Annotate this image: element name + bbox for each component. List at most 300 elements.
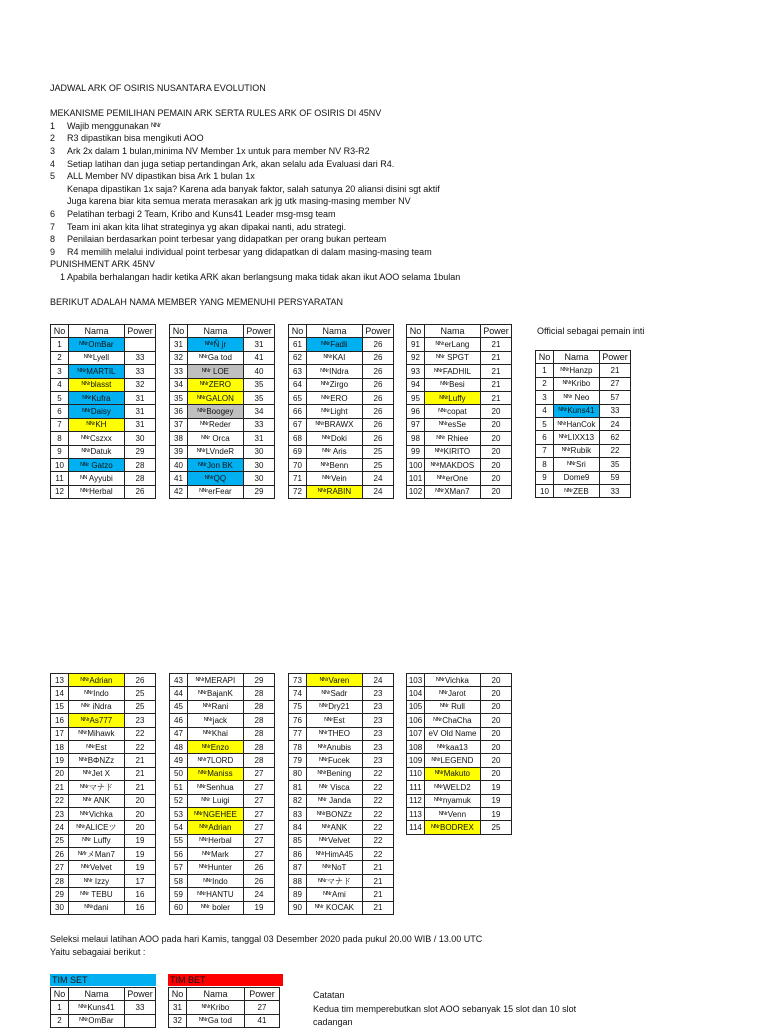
cell-power[interactable]: 20 — [481, 405, 512, 418]
cell-power[interactable]: 19 — [481, 807, 512, 820]
cell-no[interactable]: 102 — [407, 485, 425, 498]
cell-power[interactable]: 19 — [244, 901, 275, 914]
cell-power[interactable]: 28 — [125, 458, 156, 471]
cell-power[interactable]: 21 — [481, 378, 512, 391]
cell-power[interactable]: 31 — [244, 338, 275, 351]
cell-nama[interactable]: ᴺᴺʳKAI — [307, 351, 363, 364]
cell-nama[interactable]: ᴺᴺʳEst — [69, 740, 125, 753]
cell-power[interactable]: 26 — [363, 338, 394, 351]
cell-nama[interactable]: ᴺᴺʳ Luffy — [69, 834, 125, 847]
cell-power[interactable]: 21 — [600, 364, 631, 377]
cell-nama[interactable]: ᴺᴺʳ KOCAK — [307, 901, 363, 914]
cell-power[interactable]: 27 — [244, 821, 275, 834]
cell-nama[interactable]: ᴺᴺʳRani — [188, 700, 244, 713]
cell-power[interactable]: 20 — [481, 418, 512, 431]
cell-power[interactable]: 28 — [244, 714, 275, 727]
cell-no[interactable]: 68 — [289, 432, 307, 445]
cell-nama[interactable]: ᴺᴺʳZERO — [188, 378, 244, 391]
cell-power[interactable]: 20 — [481, 767, 512, 780]
cell-power[interactable]: 21 — [125, 754, 156, 767]
cell-nama[interactable]: ᴺᴺʳQQ — [188, 472, 244, 485]
cell-nama[interactable]: ᴺᴺʳFADHIL — [425, 365, 481, 378]
cell-no[interactable]: 84 — [289, 821, 307, 834]
cell-no[interactable]: 24 — [51, 821, 69, 834]
cell-no[interactable]: 44 — [170, 687, 188, 700]
cell-no[interactable]: 94 — [407, 378, 425, 391]
cell-power[interactable]: 16 — [125, 888, 156, 901]
cell-no[interactable]: 110 — [407, 767, 425, 780]
cell-no[interactable]: 112 — [407, 794, 425, 807]
cell-no[interactable]: 78 — [289, 740, 307, 753]
cell-no[interactable]: 82 — [289, 794, 307, 807]
cell-no[interactable]: 80 — [289, 767, 307, 780]
cell-power[interactable]: 20 — [481, 740, 512, 753]
cell-nama[interactable]: ᴺᴺʳMark — [188, 848, 244, 861]
cell-nama[interactable]: ᴺᴺʳDry21 — [307, 700, 363, 713]
cell-nama[interactable]: ᴺᴺʳNoT — [307, 861, 363, 874]
cell-no[interactable]: 9 — [536, 471, 554, 484]
cell-nama[interactable]: ᴺᴺʳBoogey — [188, 405, 244, 418]
cell-nama[interactable]: ᴺᴺʳマナド — [307, 874, 363, 887]
cell-no[interactable]: 92 — [407, 351, 425, 364]
cell-nama[interactable]: ᴺᴺʳVaren — [307, 674, 363, 687]
cell-no[interactable]: 4 — [51, 378, 69, 391]
cell-no[interactable]: 39 — [170, 445, 188, 458]
cell-nama[interactable]: ᴺᴺʳBRAWX — [307, 418, 363, 431]
cell-power[interactable]: 20 — [481, 458, 512, 471]
cell-no[interactable]: 67 — [289, 418, 307, 431]
cell-no[interactable]: 31 — [169, 1001, 187, 1014]
cell-power[interactable]: 25 — [125, 687, 156, 700]
cell-power[interactable]: 22 — [363, 834, 394, 847]
cell-no[interactable]: 28 — [51, 874, 69, 887]
cell-no[interactable]: 69 — [289, 445, 307, 458]
cell-nama[interactable]: ᴺᴺʳHerbal — [69, 485, 125, 498]
cell-nama[interactable]: ᴺᴺʳAdrian — [188, 821, 244, 834]
cell-nama[interactable]: ᴺᴺʳReder — [188, 418, 244, 431]
cell-nama[interactable]: ᴺᴺʳVelvet — [69, 861, 125, 874]
cell-no[interactable]: 23 — [51, 807, 69, 820]
cell-power[interactable]: 27 — [244, 807, 275, 820]
cell-nama[interactable]: ᴺᴺʳJarot — [425, 687, 481, 700]
cell-no[interactable]: 86 — [289, 848, 307, 861]
cell-no[interactable]: 54 — [170, 821, 188, 834]
cell-no[interactable]: 52 — [170, 794, 188, 807]
cell-nama[interactable]: ᴺᴺʳcopat — [425, 405, 481, 418]
cell-nama[interactable]: ᴺᴺʳKIRITO — [425, 445, 481, 458]
cell-nama[interactable]: ᴺᴺʳBΦNZz — [69, 754, 125, 767]
cell-nama[interactable]: ᴺᴺʳJet X — [69, 767, 125, 780]
cell-nama[interactable]: ᴺᴺʳAdrian — [69, 674, 125, 687]
cell-nama[interactable]: ᴺᴺʳGa tod — [187, 1014, 245, 1027]
cell-nama[interactable]: ᴺᴺʳCszxx — [69, 432, 125, 445]
cell-nama[interactable]: ᴺᴺʳVenn — [425, 807, 481, 820]
cell-nama[interactable]: ᴺᴺʳKuns41 — [69, 1001, 125, 1014]
cell-no[interactable]: 7 — [536, 444, 554, 457]
cell-power[interactable]: 24 — [363, 472, 394, 485]
cell-no[interactable]: 108 — [407, 740, 425, 753]
cell-power[interactable]: 20 — [481, 432, 512, 445]
cell-no[interactable]: 37 — [170, 418, 188, 431]
cell-no[interactable]: 62 — [289, 351, 307, 364]
cell-power[interactable]: 31 — [125, 405, 156, 418]
cell-power[interactable]: 21 — [363, 888, 394, 901]
cell-nama[interactable]: ᴺᴺʳMERAPI — [188, 674, 244, 687]
cell-nama[interactable]: ᴺᴺʳSadr — [307, 687, 363, 700]
cell-power[interactable]: 29 — [244, 485, 275, 498]
cell-nama[interactable]: ᴺᴺʳBesi — [425, 378, 481, 391]
cell-no[interactable]: 33 — [170, 365, 188, 378]
cell-nama[interactable]: ᴺᴺʳKribo — [187, 1001, 245, 1014]
cell-no[interactable]: 75 — [289, 700, 307, 713]
cell-nama[interactable]: ᴺᴺʳMAKDOS — [425, 458, 481, 471]
cell-no[interactable]: 35 — [170, 391, 188, 404]
cell-nama[interactable]: ᴺᴺʳLuffy — [425, 391, 481, 404]
cell-power[interactable]: 20 — [481, 674, 512, 687]
cell-power[interactable]: 26 — [125, 674, 156, 687]
cell-power[interactable]: 19 — [125, 848, 156, 861]
cell-no[interactable]: 10 — [51, 458, 69, 471]
cell-nama[interactable]: ᴺᴺʳerFear — [188, 485, 244, 498]
cell-nama[interactable]: eV Old Name — [425, 727, 481, 740]
cell-power[interactable]: 21 — [481, 338, 512, 351]
cell-no[interactable]: 45 — [170, 700, 188, 713]
cell-nama[interactable]: ᴺᴺ Ayyubi — [69, 472, 125, 485]
cell-no[interactable]: 8 — [536, 458, 554, 471]
cell-power[interactable]: 28 — [244, 740, 275, 753]
cell-no[interactable]: 43 — [170, 674, 188, 687]
cell-nama[interactable]: ᴺᴺʳChaCha — [425, 714, 481, 727]
cell-no[interactable]: 57 — [170, 861, 188, 874]
cell-nama[interactable]: ᴺᴺʳblasst — [69, 378, 125, 391]
cell-power[interactable]: 62 — [600, 431, 631, 444]
cell-power[interactable]: 33 — [125, 1001, 156, 1014]
cell-nama[interactable]: ᴺᴺʳALICEツ — [69, 821, 125, 834]
cell-nama[interactable]: ᴺᴺʳNGEHEE — [188, 807, 244, 820]
cell-no[interactable]: 19 — [51, 754, 69, 767]
cell-no[interactable]: 32 — [170, 351, 188, 364]
cell-nama[interactable]: ᴺᴺʳ Aris — [307, 445, 363, 458]
cell-no[interactable]: 4 — [536, 404, 554, 417]
cell-no[interactable]: 100 — [407, 458, 425, 471]
cell-nama[interactable]: ᴺᴺʳIndo — [188, 874, 244, 887]
cell-power[interactable]: 20 — [481, 472, 512, 485]
cell-power[interactable]: 26 — [363, 351, 394, 364]
cell-no[interactable]: 60 — [170, 901, 188, 914]
cell-nama[interactable]: ᴺᴺʳdani — [69, 901, 125, 914]
cell-no[interactable]: 42 — [170, 485, 188, 498]
cell-nama[interactable]: ᴺᴺʳ LOE — [188, 365, 244, 378]
cell-power[interactable]: 26 — [363, 365, 394, 378]
cell-power[interactable]: 19 — [125, 834, 156, 847]
cell-nama[interactable]: ᴺᴺʳKuns41 — [554, 404, 600, 417]
cell-no[interactable]: 1 — [536, 364, 554, 377]
cell-no[interactable]: 38 — [170, 432, 188, 445]
cell-no[interactable]: 105 — [407, 700, 425, 713]
cell-nama[interactable]: ᴺᴺʳZirgo — [307, 378, 363, 391]
cell-nama[interactable]: ᴺᴺʳKhai — [188, 727, 244, 740]
cell-power[interactable]: 20 — [125, 821, 156, 834]
cell-no[interactable]: 113 — [407, 807, 425, 820]
cell-power[interactable]: 23 — [125, 714, 156, 727]
cell-power[interactable]: 23 — [363, 700, 394, 713]
cell-power[interactable]: 26 — [363, 378, 394, 391]
cell-no[interactable]: 77 — [289, 727, 307, 740]
cell-no[interactable]: 76 — [289, 714, 307, 727]
cell-nama[interactable]: ᴺᴺʳ Neo — [554, 391, 600, 404]
cell-power[interactable]: 31 — [125, 391, 156, 404]
cell-power[interactable]: 27 — [244, 781, 275, 794]
cell-power[interactable]: 57 — [600, 391, 631, 404]
cell-no[interactable]: 3 — [51, 365, 69, 378]
cell-no[interactable]: 95 — [407, 391, 425, 404]
cell-nama[interactable]: ᴺᴺʳLight — [307, 405, 363, 418]
cell-no[interactable]: 111 — [407, 781, 425, 794]
cell-power[interactable]: 35 — [600, 458, 631, 471]
cell-no[interactable]: 11 — [51, 472, 69, 485]
cell-nama[interactable]: ᴺᴺʳ Luigi — [188, 794, 244, 807]
cell-no[interactable]: 8 — [51, 432, 69, 445]
cell-no[interactable]: 25 — [51, 834, 69, 847]
cell-no[interactable]: 15 — [51, 700, 69, 713]
cell-no[interactable]: 31 — [170, 338, 188, 351]
cell-no[interactable]: 5 — [51, 391, 69, 404]
cell-no[interactable]: 66 — [289, 405, 307, 418]
cell-power[interactable]: 21 — [481, 365, 512, 378]
cell-nama[interactable]: ᴺᴺʳLEGEND — [425, 754, 481, 767]
cell-power[interactable]: 22 — [125, 740, 156, 753]
cell-power[interactable]: 20 — [481, 445, 512, 458]
cell-power[interactable]: 20 — [481, 700, 512, 713]
cell-power[interactable]: 20 — [481, 485, 512, 498]
cell-nama[interactable]: ᴺᴺʳDatuk — [69, 445, 125, 458]
cell-no[interactable]: 104 — [407, 687, 425, 700]
cell-no[interactable]: 47 — [170, 727, 188, 740]
cell-no[interactable]: 1 — [51, 1001, 69, 1014]
cell-nama[interactable]: ᴺᴺʳ Izzy — [69, 874, 125, 887]
cell-no[interactable]: 48 — [170, 740, 188, 753]
cell-nama[interactable]: ᴺᴺʳERO — [307, 391, 363, 404]
cell-nama[interactable]: ᴺᴺʳVein — [307, 472, 363, 485]
cell-power[interactable]: 21 — [125, 781, 156, 794]
cell-power[interactable]: 23 — [363, 740, 394, 753]
cell-no[interactable]: 91 — [407, 338, 425, 351]
cell-no[interactable]: 3 — [536, 391, 554, 404]
cell-no[interactable]: 61 — [289, 338, 307, 351]
cell-no[interactable]: 63 — [289, 365, 307, 378]
cell-nama[interactable]: ᴺᴺʳWELD2 — [425, 781, 481, 794]
cell-power[interactable]: 59 — [600, 471, 631, 484]
cell-no[interactable]: 114 — [407, 821, 425, 834]
cell-power[interactable]: 22 — [363, 848, 394, 861]
cell-no[interactable]: 74 — [289, 687, 307, 700]
cell-no[interactable]: 20 — [51, 767, 69, 780]
cell-no[interactable]: 12 — [51, 485, 69, 498]
cell-nama[interactable]: ᴺᴺʳMARTIL — [69, 365, 125, 378]
cell-nama[interactable]: ᴺᴺʳHunter — [188, 861, 244, 874]
cell-nama[interactable]: ᴺᴺʳ7LORD — [188, 754, 244, 767]
cell-power[interactable]: 28 — [244, 727, 275, 740]
cell-nama[interactable]: ᴺᴺʳAmi — [307, 888, 363, 901]
cell-nama[interactable]: ᴺᴺʳBenn — [307, 458, 363, 471]
cell-no[interactable]: 70 — [289, 458, 307, 471]
cell-nama[interactable]: ᴺᴺʳVichka — [425, 674, 481, 687]
cell-nama[interactable]: ᴺᴺʳRABIN — [307, 485, 363, 498]
cell-nama[interactable]: ᴺᴺʳKribo — [554, 377, 600, 390]
cell-no[interactable]: 55 — [170, 834, 188, 847]
cell-power[interactable] — [125, 338, 156, 351]
cell-nama[interactable]: ᴺᴺʳÑ jr — [188, 338, 244, 351]
cell-no[interactable]: 18 — [51, 740, 69, 753]
cell-nama[interactable]: ᴺᴺʳBajanK — [188, 687, 244, 700]
cell-power[interactable]: 30 — [244, 458, 275, 471]
cell-power[interactable]: 33 — [125, 351, 156, 364]
cell-nama[interactable]: ᴺᴺʳBening — [307, 767, 363, 780]
cell-power[interactable]: 28 — [244, 754, 275, 767]
cell-no[interactable]: 97 — [407, 418, 425, 431]
cell-no[interactable]: 93 — [407, 365, 425, 378]
cell-no[interactable]: 87 — [289, 861, 307, 874]
cell-power[interactable]: 41 — [245, 1014, 280, 1027]
cell-nama[interactable]: ᴺᴺʳHimA45 — [307, 848, 363, 861]
cell-power[interactable]: 28 — [244, 687, 275, 700]
cell-power[interactable]: 22 — [600, 444, 631, 457]
cell-no[interactable]: 6 — [536, 431, 554, 444]
cell-power[interactable]: 20 — [481, 727, 512, 740]
cell-power[interactable]: 21 — [481, 351, 512, 364]
cell-nama[interactable]: ᴺᴺʳRubik — [554, 444, 600, 457]
cell-nama[interactable]: ᴺᴺʳSenhua — [188, 781, 244, 794]
cell-nama[interactable]: ᴺᴺʳ Janda — [307, 794, 363, 807]
cell-nama[interactable]: ᴺᴺʳOmBar — [69, 338, 125, 351]
cell-no[interactable]: 30 — [51, 901, 69, 914]
cell-power[interactable]: 28 — [244, 700, 275, 713]
cell-power[interactable]: 20 — [481, 754, 512, 767]
cell-no[interactable]: 103 — [407, 674, 425, 687]
cell-power[interactable]: 21 — [125, 767, 156, 780]
cell-no[interactable]: 79 — [289, 754, 307, 767]
cell-power[interactable]: 29 — [125, 445, 156, 458]
cell-no[interactable]: 56 — [170, 848, 188, 861]
cell-power[interactable]: 20 — [125, 807, 156, 820]
cell-power[interactable]: 21 — [363, 861, 394, 874]
cell-no[interactable]: 51 — [170, 781, 188, 794]
cell-no[interactable]: 65 — [289, 391, 307, 404]
cell-no[interactable]: 58 — [170, 874, 188, 887]
cell-power[interactable]: 26 — [244, 874, 275, 887]
cell-nama[interactable]: ᴺᴺʳマナド — [69, 781, 125, 794]
cell-nama[interactable]: ᴺᴺʳZEB — [554, 484, 600, 497]
cell-power[interactable]: 33 — [600, 404, 631, 417]
cell-no[interactable]: 99 — [407, 445, 425, 458]
cell-power[interactable]: 30 — [244, 472, 275, 485]
cell-nama[interactable]: ᴺᴺʳHanCok — [554, 417, 600, 430]
cell-nama[interactable]: ᴺᴺʳANK — [307, 821, 363, 834]
cell-power[interactable]: 27 — [245, 1001, 280, 1014]
cell-nama[interactable]: ᴺᴺʳIndo — [69, 687, 125, 700]
cell-power[interactable]: 21 — [363, 901, 394, 914]
cell-power[interactable]: 20 — [481, 714, 512, 727]
cell-nama[interactable]: ᴺᴺʳ Visca — [307, 781, 363, 794]
cell-no[interactable]: 10 — [536, 484, 554, 497]
cell-power[interactable]: 24 — [363, 485, 394, 498]
cell-no[interactable]: 49 — [170, 754, 188, 767]
cell-power[interactable]: 22 — [363, 767, 394, 780]
cell-nama[interactable]: ᴺᴺʳ Gatzo — [69, 458, 125, 471]
cell-nama[interactable]: ᴺᴺʳBODREX — [425, 821, 481, 834]
cell-nama[interactable]: ᴺᴺʳ iNdra — [69, 700, 125, 713]
cell-power[interactable]: 26 — [363, 405, 394, 418]
cell-no[interactable]: 101 — [407, 472, 425, 485]
cell-nama[interactable]: ᴺᴺʳ ANK — [69, 794, 125, 807]
cell-no[interactable]: 32 — [169, 1014, 187, 1027]
cell-nama[interactable]: ᴺᴺʳKufra — [69, 391, 125, 404]
cell-no[interactable]: 5 — [536, 417, 554, 430]
cell-power[interactable]: 21 — [363, 874, 394, 887]
cell-power[interactable]: 27 — [244, 848, 275, 861]
cell-no[interactable]: 64 — [289, 378, 307, 391]
cell-power[interactable]: 33 — [244, 418, 275, 431]
cell-power[interactable]: 26 — [363, 391, 394, 404]
cell-nama[interactable]: ᴺᴺʳTHEO — [307, 727, 363, 740]
cell-no[interactable]: 106 — [407, 714, 425, 727]
cell-power[interactable]: 26 — [125, 485, 156, 498]
cell-no[interactable]: 9 — [51, 445, 69, 458]
cell-nama[interactable]: ᴺᴺʳerLang — [425, 338, 481, 351]
cell-power[interactable]: 31 — [125, 418, 156, 431]
cell-nama[interactable]: ᴺᴺʳDoki — [307, 432, 363, 445]
cell-nama[interactable]: ᴺᴺʳKH — [69, 418, 125, 431]
cell-power[interactable]: 30 — [125, 432, 156, 445]
cell-nama[interactable]: ᴺᴺʳGALON — [188, 391, 244, 404]
cell-nama[interactable]: ᴺᴺʳnyamuk — [425, 794, 481, 807]
cell-no[interactable]: 1 — [51, 338, 69, 351]
cell-nama[interactable]: Dome9 — [554, 471, 600, 484]
cell-nama[interactable]: ᴺᴺʳLIXX13 — [554, 431, 600, 444]
cell-power[interactable]: 23 — [363, 754, 394, 767]
cell-power[interactable]: 24 — [363, 674, 394, 687]
cell-no[interactable]: 89 — [289, 888, 307, 901]
cell-nama[interactable]: ᴺᴺʳEst — [307, 714, 363, 727]
cell-nama[interactable]: ᴺᴺʳ TEBU — [69, 888, 125, 901]
cell-no[interactable]: 107 — [407, 727, 425, 740]
cell-power[interactable]: 33 — [125, 365, 156, 378]
cell-no[interactable]: 88 — [289, 874, 307, 887]
cell-no[interactable]: 2 — [51, 1014, 69, 1027]
cell-nama[interactable]: ᴺᴺʳFadli — [307, 338, 363, 351]
cell-power[interactable]: 19 — [125, 861, 156, 874]
cell-no[interactable]: 90 — [289, 901, 307, 914]
cell-no[interactable]: 109 — [407, 754, 425, 767]
cell-no[interactable]: 73 — [289, 674, 307, 687]
cell-power[interactable]: 22 — [363, 821, 394, 834]
cell-no[interactable]: 21 — [51, 781, 69, 794]
cell-power[interactable]: 34 — [244, 405, 275, 418]
cell-power[interactable]: 16 — [125, 901, 156, 914]
cell-no[interactable]: 17 — [51, 727, 69, 740]
cell-no[interactable]: 26 — [51, 848, 69, 861]
cell-nama[interactable]: ᴺᴺʳManiss — [188, 767, 244, 780]
cell-power[interactable]: 23 — [363, 687, 394, 700]
cell-nama[interactable]: ᴺᴺʳAs777 — [69, 714, 125, 727]
cell-no[interactable]: 85 — [289, 834, 307, 847]
cell-power[interactable]: 33 — [600, 484, 631, 497]
cell-no[interactable]: 96 — [407, 405, 425, 418]
cell-power[interactable]: 25 — [481, 821, 512, 834]
cell-nama[interactable]: ᴺᴺʳ Orca — [188, 432, 244, 445]
cell-no[interactable]: 27 — [51, 861, 69, 874]
cell-no[interactable]: 7 — [51, 418, 69, 431]
